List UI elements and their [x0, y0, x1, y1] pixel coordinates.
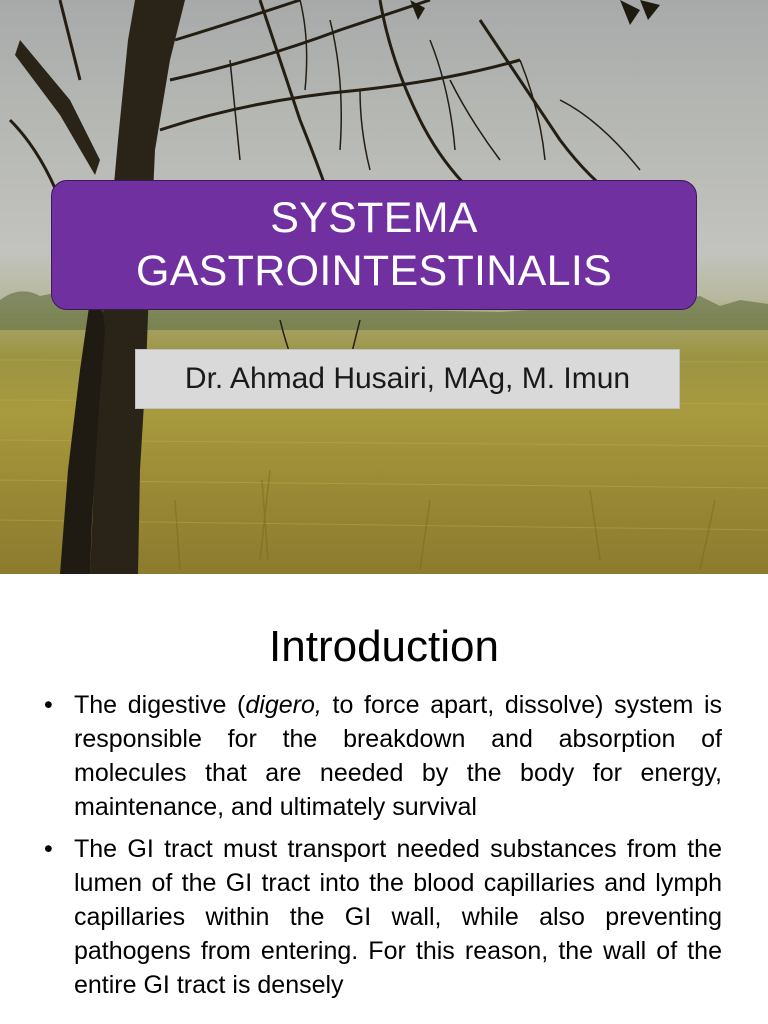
author-name: Dr. Ahmad Husairi, MAg, M. Imun [184, 362, 631, 395]
bullet-marker: • [44, 835, 53, 863]
title-line-1: SYSTEMA [270, 194, 478, 242]
bullet-text-end: to force apart, dissolve) system is responsible for the breakdown and absorption of molecules that are needed by the body for energy, maintenance, and ultimately survival [74, 691, 723, 821]
introduction-slide [0, 574, 768, 1024]
bullet-item [44, 832, 722, 1002]
bullet-text-start: The digestive ( [74, 691, 246, 719]
bullet-item [44, 688, 722, 824]
bullet-list [44, 688, 722, 1010]
bullet-text-italic: digero, [245, 691, 322, 719]
title-line-2: GASTROINTESTINALIS [135, 247, 613, 295]
bullet-text: The GI tract must transport needed substances from the lumen of the GI tract into the blood capillaries and lymph capillaries within the GI wall, while also preventing pathogens from entering. For this reason, the wall of the entire GI tract is densely [74, 835, 722, 999]
title-box [51, 180, 697, 310]
author-box [135, 349, 680, 409]
bullet-marker: • [44, 691, 53, 719]
slide-heading: Introduction [269, 622, 499, 671]
